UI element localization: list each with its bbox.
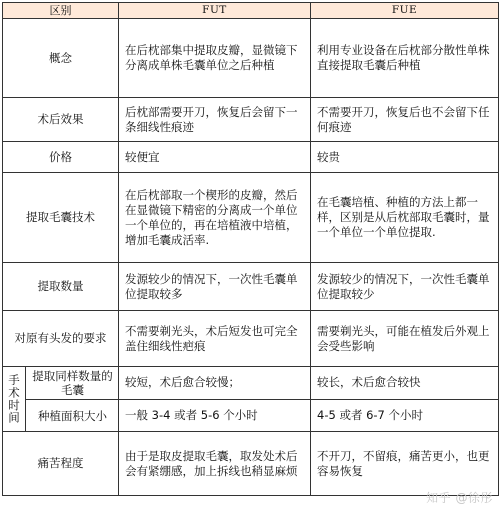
row-label: 对原有头发的要求 xyxy=(3,311,119,367)
surgery-sub-label: 种植面积大小 xyxy=(38,408,107,423)
fue-cell: 较长，术后愈合较快 xyxy=(311,367,499,400)
comparison-table xyxy=(2,2,499,496)
fue-cell: 不需要开刀，恢复后也不会留下任何痕迹 xyxy=(311,98,499,142)
row-label: 痛苦程度 xyxy=(3,432,119,496)
fue-cell: 利用专业设备在后枕部分散性单株直接提取毛囊后种植 xyxy=(311,19,499,98)
surgery-time-label-wrap xyxy=(3,367,119,432)
fut-cell: 发源较少的情况下，一次性毛囊单位提取较多 xyxy=(119,263,311,311)
header-fut: FUT xyxy=(119,3,311,19)
fue-cell: 需要剃光头，可能在植发后外观上会受些影响 xyxy=(311,311,499,367)
header-diff: 区别 xyxy=(3,3,119,19)
header-row xyxy=(3,3,499,19)
fut-cell: 在后枕部集中提取皮瓣，显微镜下分离成单株毛囊单位之后种植 xyxy=(119,19,311,98)
table-row xyxy=(3,173,499,263)
row-label: 提取数量 xyxy=(3,263,119,311)
fut-cell: 不需要剃光头，术后短发也可完全盖住细线性疤痕 xyxy=(119,311,311,367)
table-row xyxy=(3,19,499,98)
table-row xyxy=(3,142,499,173)
fue-cell: 在毛囊培植、种植的方法上都一样，区别是从后枕部取毛囊时，量一个单位一个单位提取. xyxy=(311,173,499,263)
fut-cell: 一般 3-4 或者 5-6 个小时 xyxy=(119,399,311,432)
row-label: 概念 xyxy=(3,19,119,98)
fue-cell: 4-5 或者 6-7 个小时 xyxy=(311,399,499,432)
row-label: 价格 xyxy=(3,142,119,173)
watermark: 知乎 @徐彤 xyxy=(426,491,493,505)
fut-cell: 较便宜 xyxy=(119,142,311,173)
fut-cell: 由于是取皮提取毛囊，取发处术后会有紧绷感，加上拆线也稍显麻烦 xyxy=(119,432,311,496)
fue-cell: 发源较少的情况下，一次性毛囊单位提取较少 xyxy=(311,263,499,311)
surgery-time-label: 手术时间 xyxy=(3,367,26,431)
table-row xyxy=(3,432,499,496)
fut-cell: 后枕部需要开刀，恢复后会留下一条细线性痕迹 xyxy=(119,98,311,142)
surgery-sub-label: 提取同样数量的毛囊 xyxy=(26,367,119,400)
table-row xyxy=(3,263,499,311)
fut-cell: 在后枕部取一个楔形的皮瓣，然后在显微镜下精密的分离成一个单位一个单位的，再在培植液中培植，增加毛囊成活率. xyxy=(119,173,311,263)
fut-cell: 较短，术后愈合较慢； xyxy=(119,367,311,400)
table-row xyxy=(3,98,499,142)
table-row xyxy=(3,311,499,367)
fue-cell: 较贵 xyxy=(311,142,499,173)
table-row xyxy=(3,367,499,400)
fue-cell: 不开刀，不留痕，痛苦更小，也更容易恢复 xyxy=(311,432,499,496)
row-label: 术后效果 xyxy=(3,98,119,142)
row-label: 提取毛囊技术 xyxy=(3,173,119,263)
header-fue: FUE xyxy=(311,3,499,19)
